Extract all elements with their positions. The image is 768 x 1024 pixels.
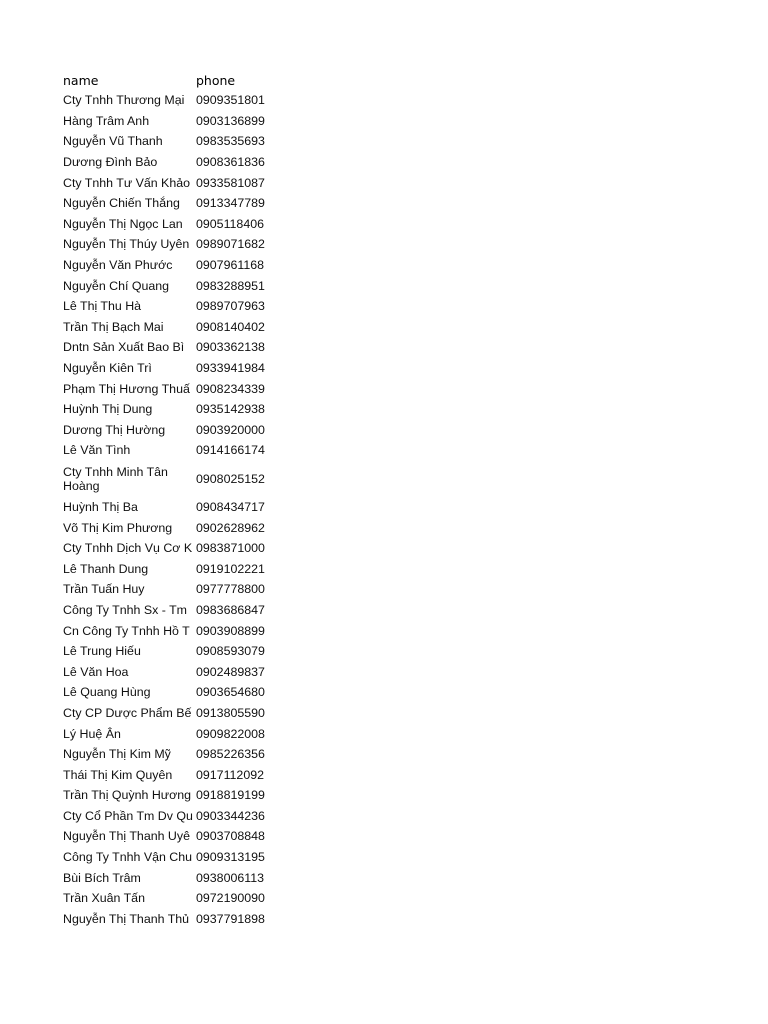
cell-name: Công Ty Tnhh Vận Chu [63,850,193,865]
table-row [63,806,273,827]
cell-phone: 0903908899 [196,623,265,638]
table-row [63,909,273,930]
cell-name: Cty Tnhh Thương Mại [63,93,185,108]
table-row [63,193,273,214]
cell-name: Nguyễn Thị Kim Mỹ [63,747,171,762]
cell-phone: 0983288951 [196,278,265,293]
cell-phone: 0913347789 [196,196,265,211]
cell-name: Huỳnh Thị Dung [63,402,153,417]
table-row [63,517,273,538]
cell-phone: 0908140402 [196,319,265,334]
cell-phone: 0902628962 [196,520,265,535]
table-row [63,296,273,317]
table-row [63,826,273,847]
cell-phone: 0933941984 [196,361,265,376]
cell-phone: 0913805590 [196,705,265,720]
cell-name: Huỳnh Thị Ba [63,499,138,514]
cell-phone: 0919102221 [196,561,265,576]
cell-name: Lê Thanh Dung [63,561,149,576]
cell-phone: 0903708848 [196,829,265,844]
cell-name: Phạm Thị Hương Thuấ [63,381,190,396]
cell-name: Lê Thị Thu Hà [63,299,142,314]
table-row [63,661,273,682]
cell-phone: 0935142938 [196,402,265,417]
cell-phone: 0933581087 [196,175,265,190]
table-row [63,131,273,152]
cell-phone: 0908234339 [196,381,265,396]
table-row [63,399,273,420]
table-row [63,214,273,235]
table-row [63,847,273,868]
table-row [63,337,273,358]
table-row [63,420,273,441]
cell-name: Bùi Bích Trâm [63,870,141,885]
table-row [63,90,273,111]
cell-name: Lê Quang Hùng [63,685,151,700]
table-row [63,255,273,276]
cell-name: Trần Tuấn Huy [63,582,145,597]
cell-phone: 0907961168 [196,258,264,273]
cell-phone: 0903920000 [196,422,265,437]
cell-name: Dntn Sản Xuất Bao Bì [63,340,185,355]
cell-phone: 0905118406 [196,216,264,231]
cell-phone: 0938006113 [196,870,264,885]
table-row [63,111,273,132]
table-body [63,90,273,929]
cell-name: Nguyễn Thị Thúy Uyên [63,237,190,252]
cell-phone: 0903344236 [196,808,265,823]
cell-name: Nguyễn Chí Quang [63,278,170,293]
table-row [63,785,273,806]
cell-name: Lê Văn Tình [63,443,131,458]
table-row [63,378,273,399]
table-row [63,682,273,703]
cell-name: Hàng Trâm Anh [63,113,150,128]
table-row [63,867,273,888]
cell-name: Thái Thị Kim Quyên [63,767,173,782]
cell-name: Công Ty Tnhh Sx - Tm [63,602,187,617]
cell-phone: 0908025152 [196,471,265,486]
table-row [63,764,273,785]
table-header [63,70,273,90]
cell-name: Dương Thị Hường [63,422,166,437]
cell-name: Cty Tnhh Minh Tân Hoàng [63,464,168,493]
cell-name: Nguyễn Chiến Thắng [63,196,180,211]
cell-name: Dương Đình Bảo [63,155,158,170]
table-row [63,641,273,662]
header-name: name [63,72,99,88]
table-row [63,579,273,600]
table-row [63,744,273,765]
cell-name: Nguyễn Kiên Trì [63,361,152,376]
cell-name: Trần Thị Quỳnh Hương [63,788,191,803]
table-row [63,152,273,173]
cell-phone: 0908593079 [196,644,265,659]
table-row [63,600,273,621]
cell-phone: 0983871000 [196,541,265,556]
table-row [63,538,273,559]
table-row [63,497,273,518]
table-row [63,703,273,724]
cell-name: Cty Tnhh Tư Vấn Khảo [63,175,190,190]
cell-phone: 0918819199 [196,788,265,803]
cell-phone: 0903136899 [196,113,265,128]
cell-phone: 0908434717 [196,499,265,514]
cell-name: Trần Thị Bạch Mai [63,319,164,334]
table-row [63,620,273,641]
cell-phone: 0902489837 [196,664,265,679]
cell-phone: 0972190090 [196,891,265,906]
table-row [63,558,273,579]
cell-phone: 0983686847 [196,602,265,617]
table-row [63,358,273,379]
cell-name: Cn Công Ty Tnhh Hồ T [63,623,190,638]
table-row [63,888,273,909]
cell-phone: 0909822008 [196,726,265,741]
cell-name: Cty Tnhh Dịch Vụ Cơ K [63,541,193,556]
cell-name: Nguyễn Thị Thanh Uyê [63,829,190,844]
contact-table [63,70,273,929]
cell-phone: 0989071682 [196,237,265,252]
cell-phone: 0917112092 [196,767,264,782]
cell-phone: 0914166174 [196,443,265,458]
cell-phone: 0909313195 [196,850,265,865]
cell-phone: 0983535693 [196,134,265,149]
cell-phone: 0937791898 [196,911,265,926]
table-row [63,723,273,744]
cell-name: Lê Văn Hoa [63,664,129,679]
cell-name: Nguyễn Thị Ngọc Lan [63,216,183,231]
cell-phone: 0977778800 [196,582,265,597]
cell-name: Trần Xuân Tấn [63,891,145,906]
header-phone: phone [196,72,236,88]
table-row [63,275,273,296]
cell-name: Nguyễn Văn Phước [63,258,173,273]
cell-name: Lê Trung Hiếu [63,644,141,659]
cell-name: Cty Cổ Phần Tm Dv Qu [63,808,193,823]
cell-name: Nguyễn Thị Thanh Thủ [63,911,190,926]
table-row [63,461,273,497]
cell-name: Nguyễn Vũ Thanh [63,134,163,149]
cell-phone: 0908361836 [196,155,265,170]
cell-phone: 0909351801 [196,93,265,108]
table-row [63,440,273,461]
cell-phone: 0903362138 [196,340,265,355]
cell-phone: 0903654680 [196,685,265,700]
cell-name: Võ Thị Kim Phương [63,520,173,535]
cell-name: Lý Huệ Ân [63,726,121,741]
cell-name: Cty CP Dược Phẩm Bế [63,705,192,720]
table-row [63,234,273,255]
cell-phone: 0989707963 [196,299,265,314]
table-row [63,172,273,193]
table-row [63,317,273,338]
cell-phone: 0985226356 [196,747,265,762]
